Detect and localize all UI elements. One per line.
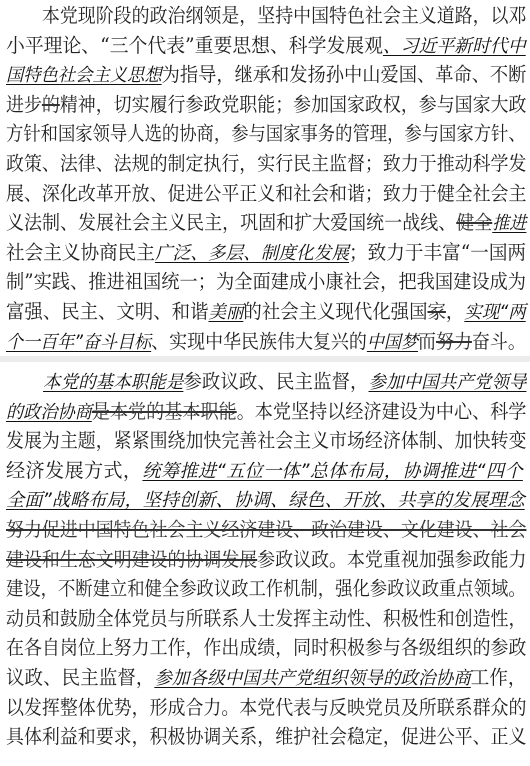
text-run: 以发挥整体优势，形成合力。本党代表与反映党员及所联系群众的 bbox=[6, 695, 527, 719]
text-line bbox=[6, 63, 526, 87]
text-run: 建设，不断建立和健全参政议政工作机制，强化参政议政重点领域。 bbox=[6, 577, 526, 601]
text-line bbox=[6, 152, 526, 176]
inserted-text: 全面”战略布局，坚持创新、协调、绿色、开放、共享的发展理念 bbox=[6, 490, 525, 512]
inserted-text: 参加中国共产党领导 bbox=[368, 372, 527, 393]
text-line bbox=[6, 270, 526, 294]
deleted-text: 是本党的基本职能 bbox=[91, 399, 237, 423]
inserted-text: 参加各级中国共产党组织领导的政治协商 bbox=[154, 668, 471, 689]
text-line bbox=[6, 4, 526, 28]
text-run: 议政、民主监督， bbox=[6, 666, 155, 689]
text-run: 本党现阶段的政治纲领是，坚持中国特色社会主义道路，以邓 bbox=[6, 4, 527, 27]
deleted-text: 健全 bbox=[456, 211, 493, 235]
inserted-text: 国特色社会主义思想 bbox=[6, 65, 162, 87]
text-run: 义法制、发展社会主义民主，巩固和扩大爱国统一战线、 bbox=[6, 211, 457, 235]
text-line bbox=[6, 93, 526, 117]
text-line bbox=[6, 400, 526, 424]
text-line bbox=[6, 666, 526, 690]
text-line bbox=[6, 459, 523, 483]
text-run: 进步 bbox=[6, 92, 42, 116]
text-line bbox=[6, 577, 526, 601]
inserted-text: 广泛、多层、制度化发展 bbox=[154, 242, 350, 264]
text-run: 精神，切实履行参政党职能；参加国家政权，参与国家大政 bbox=[59, 92, 527, 116]
text-run: 富强、民主、文明、和谐 bbox=[6, 300, 209, 323]
text-run: 奋斗。 bbox=[471, 329, 526, 353]
text-line bbox=[6, 518, 526, 542]
text-line bbox=[6, 211, 526, 235]
text-run: 社会主义协商民主 bbox=[6, 240, 155, 264]
text-run: 的社会主义现代化强国 bbox=[243, 300, 428, 323]
text-line bbox=[6, 34, 526, 58]
inserted-text: 的政治协商 bbox=[6, 401, 92, 423]
paragraph-separator bbox=[0, 356, 530, 362]
text-run: 。本党坚持以经济建设为中心、科学 bbox=[236, 399, 527, 423]
text-line bbox=[6, 300, 526, 324]
text-line bbox=[6, 725, 526, 749]
text-line bbox=[6, 607, 526, 631]
text-run: 而 bbox=[418, 329, 436, 353]
inserted-text: 中国梦 bbox=[366, 331, 419, 353]
text-run: 展、深化改革开放、促进公平正义和社会和谐；致力于健全社会主 bbox=[6, 181, 527, 205]
deleted-text: 努力促进中国特色社会主义经济建设、政治建设、文化建设、社会 bbox=[6, 518, 527, 541]
text-line bbox=[6, 241, 526, 265]
inserted-text: 美丽 bbox=[208, 302, 244, 323]
deleted-text: 的 bbox=[41, 92, 60, 116]
text-line bbox=[6, 330, 526, 354]
text-run: 、实现中华民族伟大复兴的 bbox=[151, 329, 367, 353]
text-run: 政策、法律、法规的制定执行，实行民主监督；致力于推动科学发 bbox=[6, 152, 527, 175]
deleted-text: 家 bbox=[427, 300, 446, 323]
text-run: ；致力于丰富“一国两 bbox=[349, 240, 527, 264]
text-line bbox=[6, 429, 526, 453]
inserted-text: 本党的基本职能是 bbox=[43, 372, 184, 393]
text-run: 为指导，继承和发扬孙中山爱国、革命、不断 bbox=[161, 63, 527, 87]
text-run: 制”实践、推进祖国统一；为全面建成小康社会，把我国建设成为 bbox=[6, 270, 527, 294]
text-run bbox=[6, 370, 43, 393]
text-line bbox=[6, 636, 526, 660]
text-run: 小平理论、“三个代表”重要思想、科学发展观 bbox=[6, 33, 383, 57]
text-run: 工作， bbox=[470, 666, 527, 689]
inserted-text: 个一百年”奋斗目标 bbox=[6, 331, 152, 353]
text-run: 动员和鼓励全体党员与所联系人士发挥主动性、积极性和创造性， bbox=[6, 606, 527, 630]
text-run: 在各自岗位上努力工作，作出成绩，同时积极参与各级组织的参政 bbox=[6, 636, 527, 660]
text-line bbox=[6, 488, 525, 512]
text-run: ， bbox=[445, 300, 465, 323]
inserted-text: 统筹推进“五位一体”总体布局，协调推进“四个 bbox=[142, 460, 523, 482]
text-line bbox=[6, 182, 526, 206]
text-line bbox=[6, 122, 526, 146]
deleted-text: 努力 bbox=[435, 329, 472, 353]
inserted-text: 实现“两 bbox=[464, 302, 526, 323]
deleted-text: 建设和生态文明建设的协调发展 bbox=[6, 547, 258, 571]
inserted-text: 、习近平新时代中 bbox=[382, 35, 526, 57]
text-run: 具体利益和要求，积极协调关系，维护社会稳定，促进公平、正义 bbox=[6, 725, 527, 749]
text-run: 参政议政。本党重视加强参政能力 bbox=[257, 547, 527, 571]
text-run: 发展为主题，紧紧围绕加快完善社会主义市场经济体制、加快转变 bbox=[6, 429, 527, 453]
text-run: 方针和国家领导人选的协商，参与国家事务的管理，参与国家方针、 bbox=[6, 122, 526, 146]
text-run: 参政议政、民主监督， bbox=[183, 370, 369, 393]
text-line bbox=[6, 370, 526, 394]
text-run: 经济发展方式， bbox=[6, 458, 143, 482]
inserted-text: 推进 bbox=[492, 213, 527, 235]
text-line bbox=[6, 696, 526, 720]
text-line bbox=[6, 548, 526, 572]
